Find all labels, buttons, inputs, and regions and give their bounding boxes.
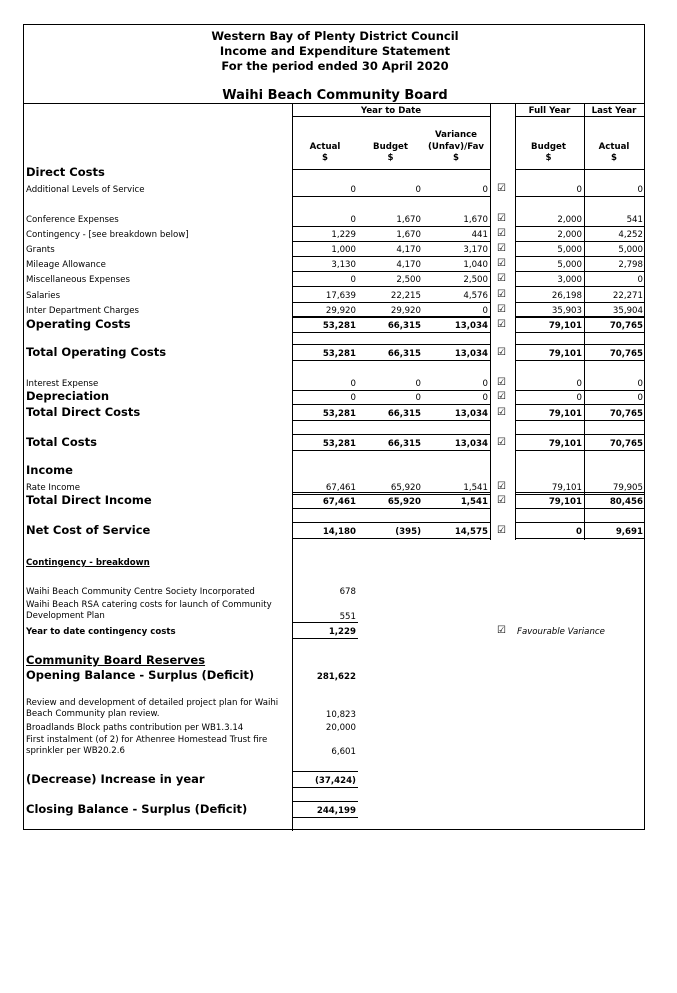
- row-value: (395): [395, 527, 421, 537]
- row-value: 66,315: [387, 439, 421, 449]
- row-value: 1,670: [396, 215, 421, 225]
- reserve-item-plan-value: 10,823: [325, 710, 356, 720]
- contingency-title: Contingency - breakdown: [26, 558, 150, 568]
- statement-page: [23, 24, 645, 830]
- total-top-rule: [515, 522, 644, 523]
- row-rule: [292, 271, 490, 272]
- row-value: 70,765: [609, 321, 643, 331]
- row-value: 13,034: [454, 409, 488, 419]
- row-value: 70,765: [609, 349, 643, 359]
- row-rule: [515, 317, 644, 318]
- favourable-check-icon: ☑: [497, 347, 506, 358]
- row-value: 79,905: [612, 483, 643, 493]
- reserve-item-sprinkler-line2: sprinkler per WB20.2.6: [26, 746, 125, 756]
- row-value: 0: [482, 306, 488, 316]
- row-value: 67,461: [325, 483, 356, 493]
- row-value: 5,000: [557, 260, 582, 270]
- row-rule: [515, 196, 644, 197]
- row-value: 1,670: [396, 230, 421, 240]
- full-year-header: Full Year: [528, 106, 571, 116]
- row-rule: [292, 360, 490, 361]
- row-label: Interest Expense: [26, 379, 99, 389]
- favourable-check-icon: ☑: [497, 407, 506, 418]
- last-year-header: Last Year: [591, 106, 637, 116]
- row-value: 66,315: [387, 349, 421, 359]
- total-top-rule: [515, 492, 644, 493]
- row-value: 79,101: [548, 497, 582, 507]
- row-value: 0: [415, 379, 421, 389]
- row-rule: [292, 450, 490, 451]
- actual-header: Actual: [309, 142, 341, 152]
- actual-currency: $: [322, 153, 328, 163]
- reserves-title: Community Board Reserves: [26, 653, 206, 667]
- row-rule: [292, 302, 490, 303]
- contingency-total-label: Year to date contingency costs: [26, 627, 176, 637]
- row-label: Contingency - [see breakdown below]: [26, 230, 189, 240]
- header-rule: [24, 103, 644, 104]
- reserve-item-sprinkler-line1: First instalment (of 2) for Athenree Homestead Trust fire: [26, 735, 268, 745]
- row-value: 4,252: [618, 230, 643, 240]
- row-value: 65,920: [390, 483, 421, 493]
- row-rule: [292, 317, 490, 318]
- change-label: (Decrease) Increase in year: [26, 772, 205, 786]
- row-value: 0: [637, 393, 643, 403]
- favourable-check-icon: ☑: [497, 228, 506, 239]
- row-value: 79,101: [548, 349, 582, 359]
- row-label: Total Direct Income: [26, 493, 152, 507]
- closing-bottom-rule: [292, 817, 358, 818]
- row-value: 29,920: [325, 306, 356, 316]
- opening-balance-value: 281,622: [316, 672, 356, 682]
- row-value: 2,500: [396, 275, 421, 285]
- row-label: Net Cost of Service: [26, 523, 151, 537]
- row-value: 2,798: [618, 260, 643, 270]
- reserve-item-plan-line1: Review and development of detailed project plan for Waihi: [26, 698, 279, 708]
- favourable-check-icon: ☑: [497, 319, 506, 330]
- row-value: 1,541: [463, 483, 488, 493]
- contingency-item-centre-value: 678: [339, 587, 356, 597]
- row-value: 13,034: [454, 321, 488, 331]
- total-top-rule: [515, 404, 644, 405]
- board-name: Waihi Beach Community Board: [222, 88, 448, 103]
- total-top-rule: [515, 434, 644, 435]
- row-value: 0: [350, 379, 356, 389]
- row-value: 53,281: [322, 409, 356, 419]
- row-value: 2,500: [463, 275, 488, 285]
- fy-budget-currency: $: [545, 153, 552, 163]
- row-value: 67,461: [322, 497, 356, 507]
- change-top-rule: [292, 771, 358, 772]
- row-label: Additional Levels of Service: [26, 185, 145, 195]
- row-label: Total Direct Costs: [26, 405, 141, 419]
- favourable-check-icon: ☑: [497, 273, 506, 284]
- row-value: 0: [482, 185, 488, 195]
- row-rule: [515, 508, 644, 509]
- row-value: 0: [576, 393, 582, 403]
- row-value: 26,198: [551, 291, 582, 301]
- closing-balance-value: 244,199: [316, 806, 356, 816]
- row-value: 0: [350, 185, 356, 195]
- row-value: 22,215: [390, 291, 421, 301]
- row-value: 5,000: [618, 245, 643, 255]
- legend-label: Favourable Variance: [517, 627, 605, 637]
- row-label: Total Operating Costs: [26, 345, 167, 359]
- row-rule: [292, 494, 490, 495]
- legend-checkbox-icon: ☑: [497, 625, 506, 636]
- row-rule: [515, 538, 644, 539]
- row-rule: [292, 332, 490, 333]
- reserve-item-paths-value: 20,000: [325, 723, 356, 733]
- colhead-rule-ytd: [292, 169, 490, 170]
- change-bottom-rule: [292, 787, 358, 788]
- row-label: Mileage Allowance: [26, 260, 106, 270]
- row-value: 65,920: [387, 497, 421, 507]
- favourable-check-icon: ☑: [497, 183, 506, 194]
- favourable-check-icon: ☑: [497, 377, 506, 388]
- row-value: 0: [637, 185, 643, 195]
- row-value: 9,691: [615, 527, 643, 537]
- row-value: 35,903: [551, 306, 582, 316]
- total-top-rule: [292, 316, 490, 317]
- row-rule: [292, 286, 490, 287]
- contingency-total-rule: [292, 638, 358, 639]
- row-value: 17,639: [325, 291, 356, 301]
- row-value: 1,541: [460, 497, 488, 507]
- favourable-check-icon: ☑: [497, 304, 506, 315]
- statement-title: Income and Expenditure Statement: [219, 44, 451, 58]
- row-value: 1,000: [331, 245, 356, 255]
- row-value: 3,170: [463, 245, 488, 255]
- row-value: 3,130: [331, 260, 356, 270]
- row-value: 2,000: [557, 230, 582, 240]
- row-value: 1,229: [331, 230, 356, 240]
- row-value: 29,920: [390, 306, 421, 316]
- total-top-rule: [292, 434, 490, 435]
- row-value: 22,271: [612, 291, 643, 301]
- variance-subheader: (Unfav)/Fav: [428, 142, 484, 152]
- row-value: 70,765: [609, 439, 643, 449]
- row-rule: [515, 420, 644, 421]
- ytd-group-header: Year to Date: [360, 106, 422, 116]
- row-rule: [515, 302, 644, 303]
- total-top-rule: [292, 404, 490, 405]
- row-value: 5,000: [557, 245, 582, 255]
- row-value: 0: [482, 393, 488, 403]
- row-label: Direct Costs: [26, 165, 105, 179]
- row-value: 2,000: [557, 215, 582, 225]
- favourable-check-icon: ☑: [497, 258, 506, 269]
- row-rule: [292, 390, 490, 391]
- total-top-rule: [515, 344, 644, 345]
- row-value: 14,180: [322, 527, 356, 537]
- row-label: Grants: [26, 245, 55, 255]
- colhead-rule-fy: [515, 169, 644, 170]
- contingency-total-value: 1,229: [328, 627, 356, 637]
- row-rule: [292, 538, 490, 539]
- row-value: 13,034: [454, 439, 488, 449]
- row-label: Rate Income: [26, 483, 81, 493]
- row-label: Salaries: [26, 291, 61, 301]
- row-value: 0: [637, 379, 643, 389]
- row-label: Total Costs: [26, 435, 97, 449]
- row-value: 0: [350, 275, 356, 285]
- contingency-item-centre: Waihi Beach Community Centre Society Incorporated: [26, 587, 255, 597]
- row-value: 4,170: [396, 260, 421, 270]
- contingency-item-rsa-line1: Waihi Beach RSA catering costs for launch of Community: [26, 600, 272, 610]
- row-rule: [515, 450, 644, 451]
- row-value: 13,034: [454, 349, 488, 359]
- row-value: 0: [576, 185, 582, 195]
- row-value: 1,670: [463, 215, 488, 225]
- row-rule: [292, 420, 490, 421]
- row-rule: [515, 226, 644, 227]
- row-value: 79,101: [548, 409, 582, 419]
- row-value: 70,765: [609, 409, 643, 419]
- row-rule: [292, 226, 490, 227]
- row-value: 53,281: [322, 439, 356, 449]
- row-rule: [292, 196, 490, 197]
- row-label: Conference Expenses: [26, 215, 119, 225]
- favourable-check-icon: ☑: [497, 213, 506, 224]
- row-label: Operating Costs: [26, 317, 131, 331]
- row-rule: [515, 271, 644, 272]
- row-rule: [292, 256, 490, 257]
- total-top-rule: [292, 522, 490, 523]
- favourable-check-icon: ☑: [497, 391, 506, 402]
- budget-currency: $: [387, 153, 394, 163]
- row-rule: [515, 241, 644, 242]
- row-rule: [515, 390, 644, 391]
- row-value: 80,456: [609, 497, 643, 507]
- budget-header: Budget: [373, 142, 408, 152]
- total-top-rule: [292, 492, 490, 493]
- favourable-check-icon: ☑: [497, 437, 506, 448]
- row-rule: [515, 494, 644, 495]
- total-top-rule: [292, 344, 490, 345]
- ly-actual-currency: $: [611, 153, 617, 163]
- favourable-check-icon: ☑: [497, 289, 506, 300]
- row-value: 53,281: [322, 349, 356, 359]
- row-value: 0: [576, 527, 582, 537]
- row-rule: [292, 241, 490, 242]
- variance-currency: $: [453, 153, 459, 163]
- row-label: Income: [26, 463, 73, 477]
- row-value: 79,101: [548, 321, 582, 331]
- reserve-item-paths: Broadlands Block paths contribution per WB1.3.14: [26, 723, 244, 733]
- row-value: 66,315: [387, 321, 421, 331]
- closing-balance-label: Closing Balance - Surplus (Deficit): [26, 802, 248, 816]
- row-rule: [515, 360, 644, 361]
- row-value: 441: [471, 230, 488, 240]
- row-value: 0: [637, 275, 643, 285]
- contingency-subtotal-rule: [292, 622, 358, 623]
- favourable-check-icon: ☑: [497, 525, 506, 536]
- contingency-item-rsa-line2: Development Plan: [26, 611, 105, 621]
- row-value: 1,040: [463, 260, 488, 270]
- variance-header: Variance: [434, 130, 477, 140]
- row-value: 0: [350, 215, 356, 225]
- row-value: 4,576: [463, 291, 488, 301]
- opening-balance-label: Opening Balance - Surplus (Deficit): [26, 668, 255, 682]
- reserve-item-sprinkler-value: 6,601: [331, 747, 356, 757]
- row-label: Depreciation: [26, 389, 110, 403]
- org-name: Western Bay of Plenty District Council: [211, 29, 459, 43]
- row-rule: [515, 286, 644, 287]
- reserve-item-plan-line2: Beach Community plan review.: [26, 709, 160, 719]
- row-rule: [292, 508, 490, 509]
- row-value: 79,101: [551, 483, 582, 493]
- statement-period: For the period ended 30 April 2020: [221, 59, 449, 73]
- favourable-check-icon: ☑: [497, 495, 506, 506]
- row-rule: [515, 256, 644, 257]
- ly-actual-header: Actual: [598, 142, 630, 152]
- favourable-check-icon: ☑: [497, 243, 506, 254]
- row-value: 0: [415, 393, 421, 403]
- row-value: 3,000: [557, 275, 582, 285]
- row-value: 4,170: [396, 245, 421, 255]
- row-value: 0: [415, 185, 421, 195]
- row-value: 79,101: [548, 439, 582, 449]
- change-value: (37,424): [314, 776, 356, 786]
- fy-budget-header: Budget: [531, 142, 566, 152]
- total-top-rule: [515, 316, 644, 317]
- row-value: 0: [482, 379, 488, 389]
- row-value: 0: [350, 393, 356, 403]
- row-value: 53,281: [322, 321, 356, 331]
- contingency-item-rsa-value: 551: [339, 612, 356, 622]
- closing-top-rule: [292, 801, 358, 802]
- row-value: 66,315: [387, 409, 421, 419]
- row-value: 541: [626, 215, 643, 225]
- row-value: 0: [576, 379, 582, 389]
- col-divider-label: [292, 103, 293, 831]
- row-value: 35,904: [612, 306, 643, 316]
- favourable-check-icon: ☑: [497, 481, 506, 492]
- col-divider-ytd: [490, 103, 491, 540]
- row-label: Inter Department Charges: [26, 306, 139, 316]
- row-rule: [515, 332, 644, 333]
- row-value: 14,575: [454, 527, 488, 537]
- row-label: Miscellaneous Expenses: [26, 275, 130, 285]
